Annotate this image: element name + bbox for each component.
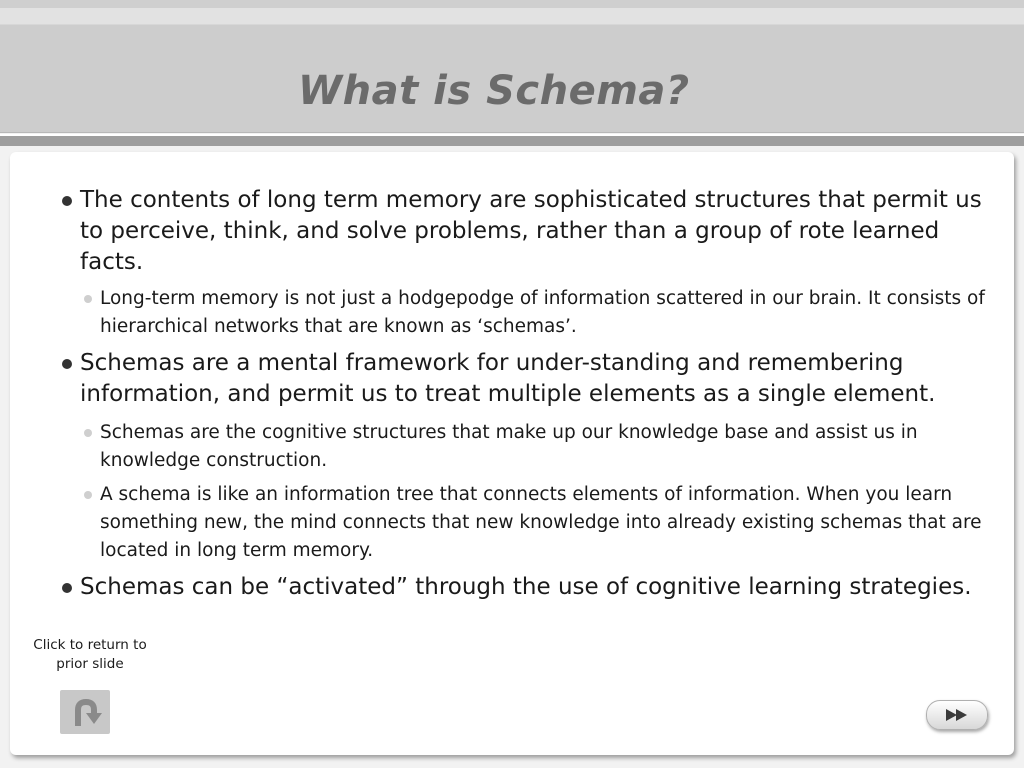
header-divider bbox=[0, 136, 1024, 146]
bullet-marker bbox=[62, 359, 72, 369]
bullet-marker bbox=[62, 196, 72, 206]
sub-bullet-marker bbox=[84, 429, 92, 437]
next-slide-button[interactable] bbox=[926, 700, 988, 730]
bullet-item-level2: Schemas are the cognitive structures that make up our knowledge base and assist us in knowledge construction. bbox=[100, 422, 918, 471]
sub-bullet-marker bbox=[84, 295, 92, 303]
slide-header bbox=[0, 8, 1024, 133]
return-arrow-icon bbox=[68, 696, 102, 728]
bullet-item-level1: Schemas are a mental framework for under-standing and remembering information, and permit us to treat multiple elements as a single element. bbox=[80, 350, 936, 407]
content-panel bbox=[10, 152, 1014, 755]
bullet-marker bbox=[62, 583, 72, 593]
bullet-item-level2: A schema is like an information tree that connects elements of information. When you learn something new, the mind connects that new knowledge into already existing schemas that are located in long term memory. bbox=[100, 484, 982, 561]
return-caption: Click to return to prior slide bbox=[33, 637, 147, 672]
top-strip bbox=[0, 0, 1024, 8]
bullet-item-level1: The contents of long term memory are sophisticated structures that permit us to perceive, think, and solve problems, rather than a group of rote learned facts. bbox=[80, 187, 982, 275]
return-to-prior-slide-button[interactable] bbox=[60, 690, 110, 734]
slide-title: What is Schema? bbox=[298, 68, 690, 114]
bullet-item-level1: Schemas can be “activated” through the use of cognitive learning strategies. bbox=[80, 574, 972, 600]
fast-forward-icon bbox=[944, 708, 970, 722]
sub-bullet-marker bbox=[84, 491, 92, 499]
bullet-item-level2: Long-term memory is not just a hodgepodge of information scattered in our brain. It consists of hierarchical networks that are known as ‘schemas’. bbox=[100, 288, 985, 337]
